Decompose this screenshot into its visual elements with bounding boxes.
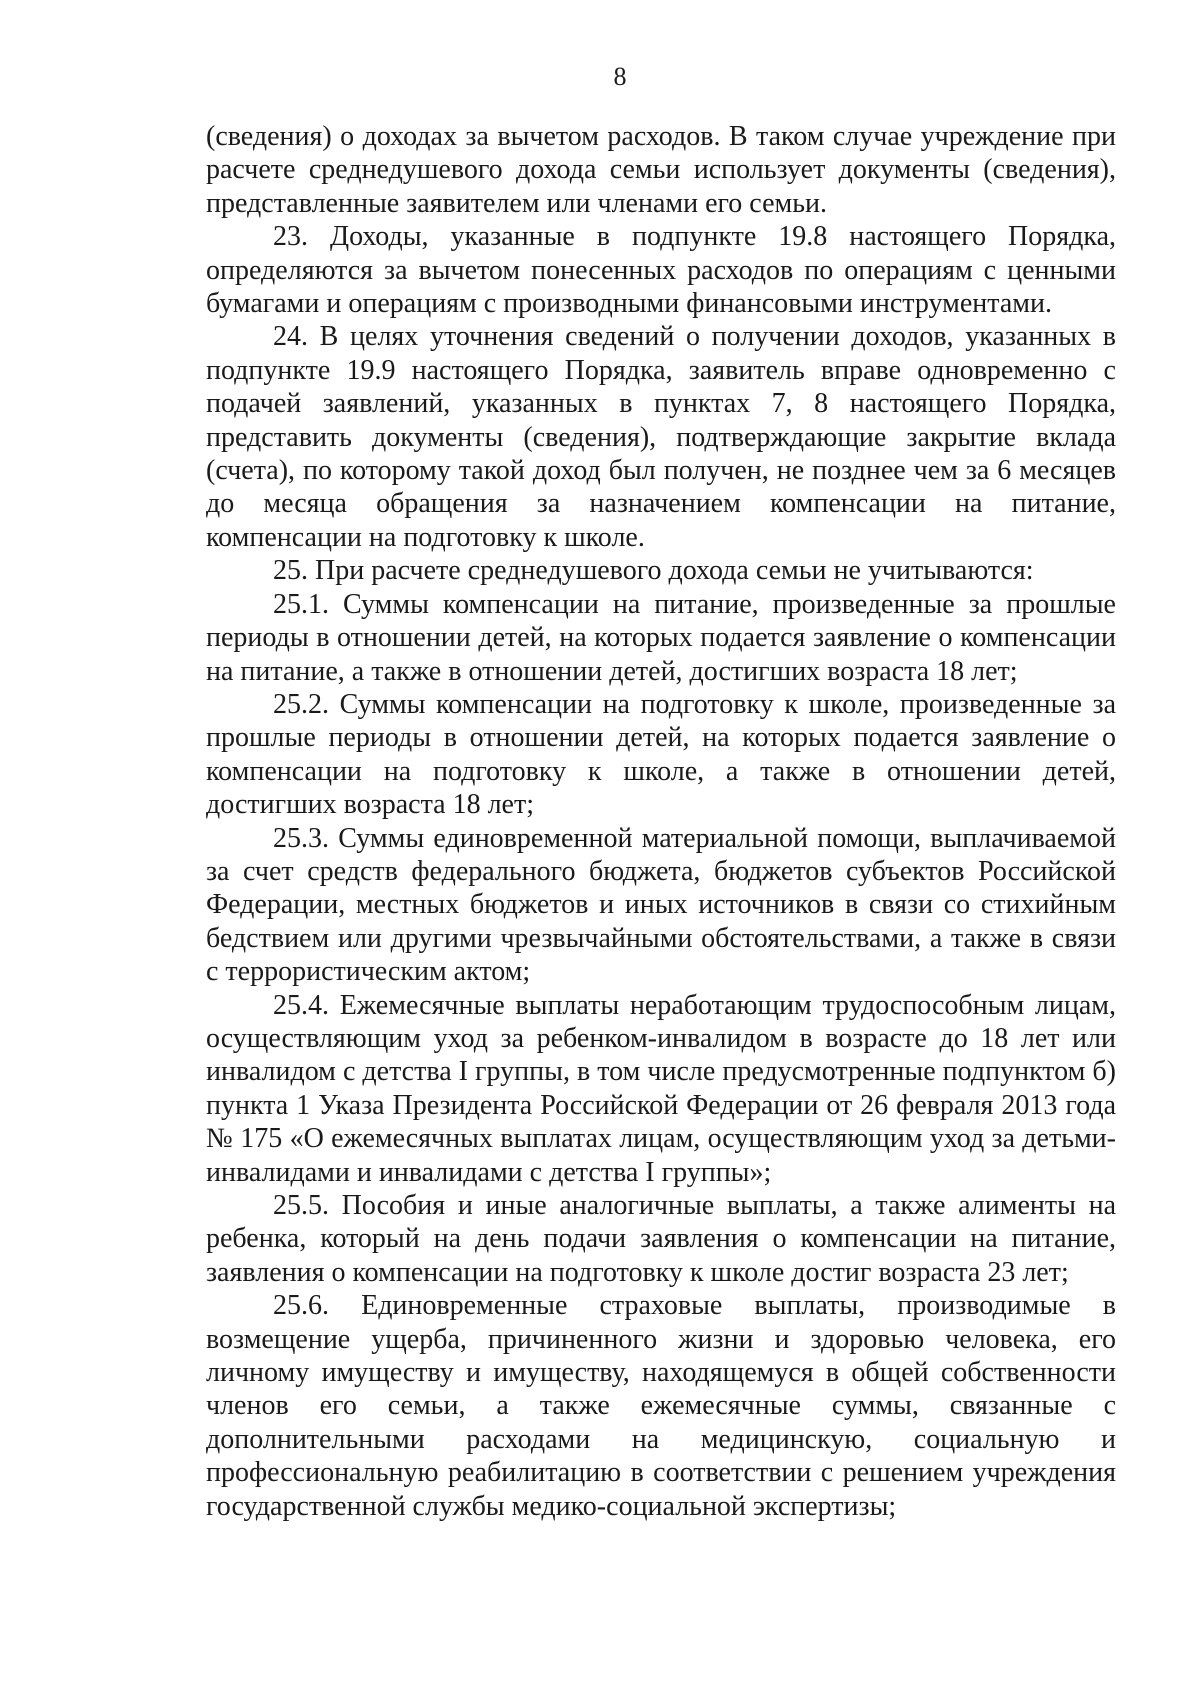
paragraph-item-25-4: 25.4. Ежемесячные выплаты неработающим трудоспособным лицам, осуществляющим уход за ребенком-инвалидом в возрасте до 18 лет или инвалидом с детства I группы, в том числе предусмотренные подпунктом б) пункта 1 Указа Президента Российской Федерации от 26 февраля 2013 года № 175 «О ежемесячных выплатах лицам, осуществляющим уход за детьми-инвалидами и инвалидами с детства I группы»; <box>206 989 1116 1188</box>
paragraph-item-24: 24. В целях уточнения сведений о получении доходов, указанных в подпункте 19.9 настоящего Порядка, заявитель вправе одновременно с подачей заявлений, указанных в пунктах 7, 8 настоящего Порядка, представить документы (сведения), подтверждающие закрытие вклада (счета), по которому такой доход был получен, не позднее чем за 6 месяцев до месяца обращения за назначением компенсации на питание, компенсации на подготовку к школе. <box>206 321 1116 553</box>
paragraph-item-25-5: 25.5. Пособия и иные аналогичные выплаты, а также алименты на ребенка, который на день подачи заявления о компенсации на питание, заявления о компенсации на подготовку к школе достиг возраста 23 лет; <box>206 1190 1116 1288</box>
document-body <box>206 120 1116 1523</box>
paragraph-item-25-6: 25.6. Единовременные страховые выплаты, производимые в возмещение ущерба, причиненного жизни и здоровью человека, его личному имуществу и имуществу, находящемуся в общей собственности членов его семьи, а также ежемесячные суммы, связанные с дополнительными расходами на медицинскую, социальную и профессиональную реабилитацию в соответствии с решением учреждения государственной службы медико-социальной экспертизы; <box>206 1290 1116 1522</box>
paragraph-item-25-1: 25.1. Суммы компенсации на питание, произведенные за прошлые периоды в отношении детей, на которых подается заявление о компенсации на питание, а также в отношении детей, достигших возраста 18 лет; <box>206 588 1116 687</box>
paragraph-continuation: (сведения) о доходах за вычетом расходов. В таком случае учреждение при расчете среднедушевого дохода семьи использует документы (сведения), представленные заявителем или членами его семьи. <box>206 121 1116 219</box>
page-number: 8 <box>613 62 627 91</box>
paragraph-item-23: 23. Доходы, указанные в подпункте 19.8 настоящего Порядка, определяются за вычетом понесенных расходов по операциям с ценными бумагами и операциям с производными финансовыми инструментами. <box>206 221 1116 320</box>
paragraph-item-25-2: 25.2. Суммы компенсации на подготовку к школе, произведенные за прошлые периоды в отношении детей, на которых подается заявление о компенсации на подготовку к школе, а также в отношении детей, достигших возраста 18 лет; <box>206 688 1116 821</box>
paragraph-item-25: 25. При расчете среднедушевого дохода семьи не учитываются: <box>273 555 1034 587</box>
paragraph-item-25-3: 25.3. Суммы единовременной материальной помощи, выплачиваемой за счет средств федерального бюджета, бюджетов субъектов Российской Федерации, местных бюджетов и иных источников в связи со стихийным бедствием или другими чрезвычайными обстоятельствами, а также в связи с террористическим актом; <box>206 822 1116 988</box>
